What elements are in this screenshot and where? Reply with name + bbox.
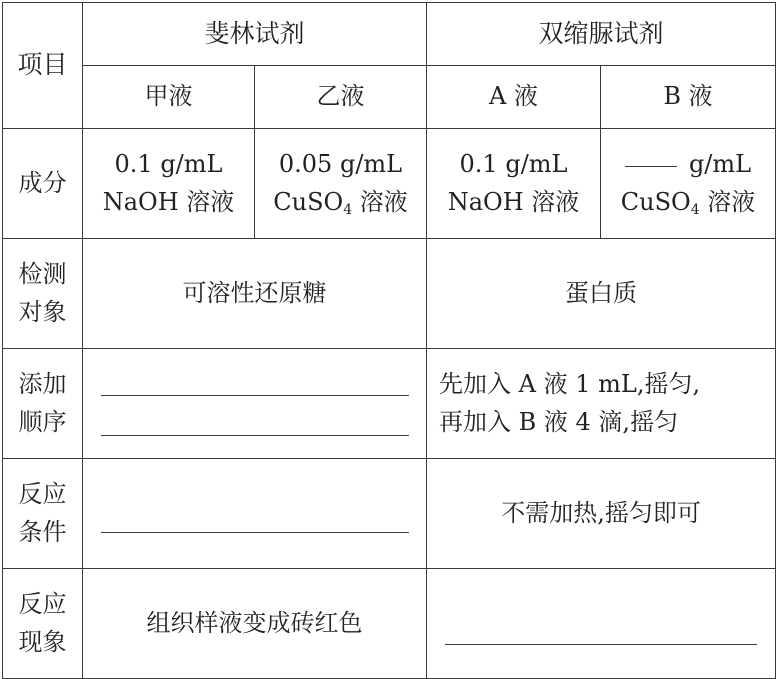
target-label-line-2: 对象	[18, 297, 67, 326]
fehling-phenomenon-cell	[83, 569, 427, 679]
b-concentration-unit: g/mL	[688, 150, 752, 179]
biuret-reagent-header: 双缩脲试剂	[538, 18, 664, 48]
fehling-a-cell	[83, 66, 255, 129]
composition-label: 成分	[18, 168, 67, 197]
b-composition-cell	[601, 129, 776, 239]
a-solute: NaOH 溶液	[447, 187, 580, 216]
fehling-target-cell	[83, 239, 427, 349]
target-label-cell	[3, 239, 83, 349]
biuret-a-cell	[427, 66, 601, 129]
a-concentration: 0.1 g/mL	[459, 150, 568, 179]
fehling-solution-a-header: 甲液	[144, 82, 193, 111]
biuret-solution-b-header: B 液	[663, 82, 713, 111]
biuret-b-cell	[601, 66, 776, 129]
fehling-condition-cell	[83, 459, 427, 569]
jia-composition-cell	[83, 129, 255, 239]
condition-label-line-1: 反应	[18, 480, 67, 509]
composition-row	[3, 129, 776, 239]
condition-row	[3, 459, 776, 569]
condition-label-line-2: 条件	[18, 517, 67, 546]
biuret-phenomenon-cell	[427, 569, 776, 679]
biuret-header-cell	[427, 3, 776, 66]
yi-solute: CuSO$_4$ 溶液	[273, 187, 408, 218]
fehling-order-blank-2[interactable]	[101, 434, 409, 436]
fehling-phenomenon: 组织样液变成砖红色	[146, 608, 363, 637]
biuret-target: 蛋白质	[565, 278, 638, 307]
target-row	[3, 239, 776, 349]
biuret-condition-cell	[427, 459, 776, 569]
fehling-target: 可溶性还原糖	[182, 278, 327, 307]
item-header: 项目	[17, 50, 68, 80]
fehling-order-cell	[83, 349, 427, 459]
biuret-target-cell	[427, 239, 776, 349]
condition-label-cell	[3, 459, 83, 569]
fehling-solution-b-header: 乙液	[316, 82, 365, 111]
target-label-line-1: 检测	[18, 260, 67, 289]
b-solute: CuSO$_4$ 溶液	[620, 187, 756, 218]
phenomenon-label-cell	[3, 569, 83, 679]
fehling-header-cell	[83, 3, 427, 66]
biuret-phenomenon-blank[interactable]	[445, 643, 757, 645]
reagent-comparison-table	[2, 2, 776, 679]
biuret-order-line-2: 再加入 B 液 4 滴,摇匀	[439, 407, 679, 436]
order-label-line-2: 顺序	[18, 407, 67, 436]
biuret-order-line-1: 先加入 A 液 1 mL,摇匀,	[439, 370, 701, 399]
yi-composition-cell	[255, 129, 427, 239]
biuret-condition: 不需加热,摇匀即可	[501, 498, 701, 527]
phenomenon-row	[3, 569, 776, 679]
yi-concentration: 0.05 g/mL	[278, 150, 403, 179]
fehling-b-cell	[255, 66, 427, 129]
phenomenon-label-line-1: 反应	[18, 590, 67, 619]
item-header-cell	[3, 3, 83, 129]
phenomenon-label-line-2: 现象	[18, 627, 67, 656]
a-composition-cell	[427, 129, 601, 239]
jia-concentration: 0.1 g/mL	[114, 150, 223, 179]
order-label-line-1: 添加	[18, 370, 67, 399]
order-row	[3, 349, 776, 459]
biuret-order-cell	[427, 349, 776, 459]
biuret-solution-a-header: A 液	[489, 82, 538, 111]
fehling-condition-blank[interactable]	[101, 531, 409, 533]
composition-label-cell	[3, 129, 83, 239]
fehling-reagent-header: 斐林试剂	[204, 18, 305, 48]
b-concentration-blank[interactable]	[625, 165, 677, 167]
jia-solute: NaOH 溶液	[102, 187, 235, 216]
b-concentration	[605, 146, 771, 183]
header-row-1	[3, 3, 776, 66]
order-label-cell	[3, 349, 83, 459]
header-row-2	[3, 66, 776, 129]
